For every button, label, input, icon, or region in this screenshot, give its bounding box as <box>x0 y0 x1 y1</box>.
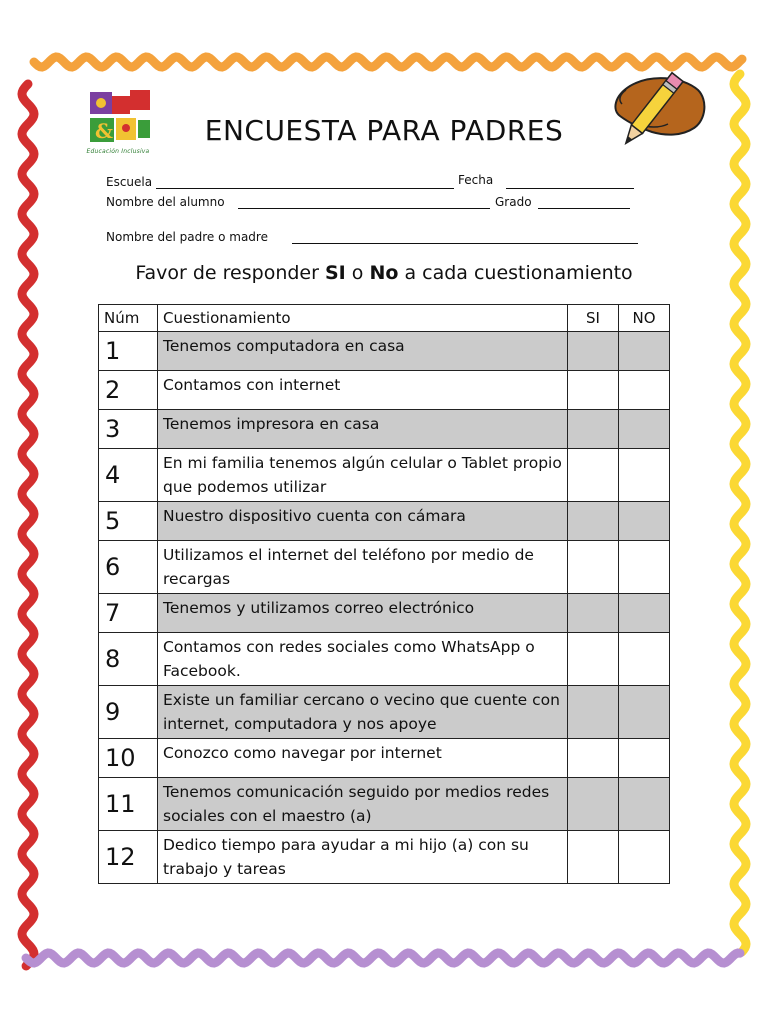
answer-si-cell[interactable] <box>568 449 619 502</box>
header-si: SI <box>568 305 619 332</box>
row-number: 2 <box>99 371 158 410</box>
answer-si-cell[interactable] <box>568 686 619 739</box>
row-question: Nuestro dispositivo cuenta con cámara <box>158 502 568 541</box>
row-number: 10 <box>99 739 158 778</box>
row-number: 6 <box>99 541 158 594</box>
row-number: 8 <box>99 633 158 686</box>
row-number: 9 <box>99 686 158 739</box>
answer-no-cell[interactable] <box>619 778 670 831</box>
row-question: Tenemos computadora en casa <box>158 332 568 371</box>
answer-no-cell[interactable] <box>619 686 670 739</box>
answer-no-cell[interactable] <box>619 633 670 686</box>
row-question: Tenemos comunicación seguido por medios redes sociales con el maestro (a) <box>158 778 568 831</box>
logo-caption: Educación Inclusiva <box>86 148 150 155</box>
row-question: Contamos con redes sociales como WhatsApp o Facebook. <box>158 633 568 686</box>
svg-text:&: & <box>95 119 114 143</box>
date-field[interactable] <box>506 188 634 189</box>
row-number: 3 <box>99 410 158 449</box>
date-label: Fecha <box>458 173 494 187</box>
row-question: Utilizamos el internet del teléfono por medio de recargas <box>158 541 568 594</box>
table-row <box>99 410 670 449</box>
row-number: 7 <box>99 594 158 633</box>
answer-si-cell[interactable] <box>568 410 619 449</box>
header-question: Cuestionamiento <box>158 305 568 332</box>
parent-name-label: Nombre del padre o madre <box>106 230 268 244</box>
table-row <box>99 371 670 410</box>
answer-si-cell[interactable] <box>568 831 619 884</box>
row-question: Contamos con internet <box>158 371 568 410</box>
table-row <box>99 541 670 594</box>
row-question: Tenemos impresora en casa <box>158 410 568 449</box>
parent-name-field[interactable] <box>292 243 638 244</box>
answer-no-cell[interactable] <box>619 502 670 541</box>
table-row <box>99 449 670 502</box>
answer-si-cell[interactable] <box>568 332 619 371</box>
instruction-text: Favor de responder SI o No a cada cuestionamiento <box>135 262 633 284</box>
grade-label: Grado <box>495 195 532 209</box>
row-question: Dedico tiempo para ayudar a mi hijo (a) con su trabajo y tareas <box>158 831 568 884</box>
header-no: NO <box>619 305 670 332</box>
answer-no-cell[interactable] <box>619 410 670 449</box>
answer-no-cell[interactable] <box>619 449 670 502</box>
table-row <box>99 831 670 884</box>
row-question: En mi familia tenemos algún celular o Tablet propio que podemos utilizar <box>158 449 568 502</box>
border-right-yellow <box>734 74 746 952</box>
page-title: ENCUESTA PARA PADRES <box>204 114 564 147</box>
grade-field[interactable] <box>538 208 630 209</box>
row-question: Conozco como navegar por internet <box>158 739 568 778</box>
border-left-red <box>22 84 34 966</box>
answer-no-cell[interactable] <box>619 739 670 778</box>
answer-si-cell[interactable] <box>568 371 619 410</box>
row-number: 4 <box>99 449 158 502</box>
border-bottom-purple <box>26 953 740 963</box>
survey-table <box>98 304 670 884</box>
header-num: Núm <box>99 305 158 332</box>
answer-si-cell[interactable] <box>568 541 619 594</box>
row-question: Existe un familiar cercano o vecino que cuente con internet, computadora y nos apoye <box>158 686 568 739</box>
row-number: 12 <box>99 831 158 884</box>
table-row <box>99 686 670 739</box>
table-row <box>99 739 670 778</box>
answer-si-cell[interactable] <box>568 778 619 831</box>
answer-no-cell[interactable] <box>619 371 670 410</box>
table-row <box>99 332 670 371</box>
school-label: Escuela <box>106 175 153 189</box>
row-number: 1 <box>99 332 158 371</box>
table-header-row <box>99 305 670 332</box>
answer-si-cell[interactable] <box>568 502 619 541</box>
row-number: 5 <box>99 502 158 541</box>
table-row <box>99 502 670 541</box>
answer-no-cell[interactable] <box>619 541 670 594</box>
answer-no-cell[interactable] <box>619 332 670 371</box>
table-row <box>99 778 670 831</box>
row-number: 11 <box>99 778 158 831</box>
answer-si-cell[interactable] <box>568 633 619 686</box>
answer-no-cell[interactable] <box>619 831 670 884</box>
student-name-label: Nombre del alumno <box>106 195 225 209</box>
answer-no-cell[interactable] <box>619 594 670 633</box>
table-row <box>99 633 670 686</box>
row-question: Tenemos y utilizamos correo electrónico <box>158 594 568 633</box>
table-row <box>99 594 670 633</box>
student-name-field[interactable] <box>238 208 490 209</box>
school-field[interactable] <box>156 188 454 189</box>
answer-si-cell[interactable] <box>568 594 619 633</box>
answer-si-cell[interactable] <box>568 739 619 778</box>
